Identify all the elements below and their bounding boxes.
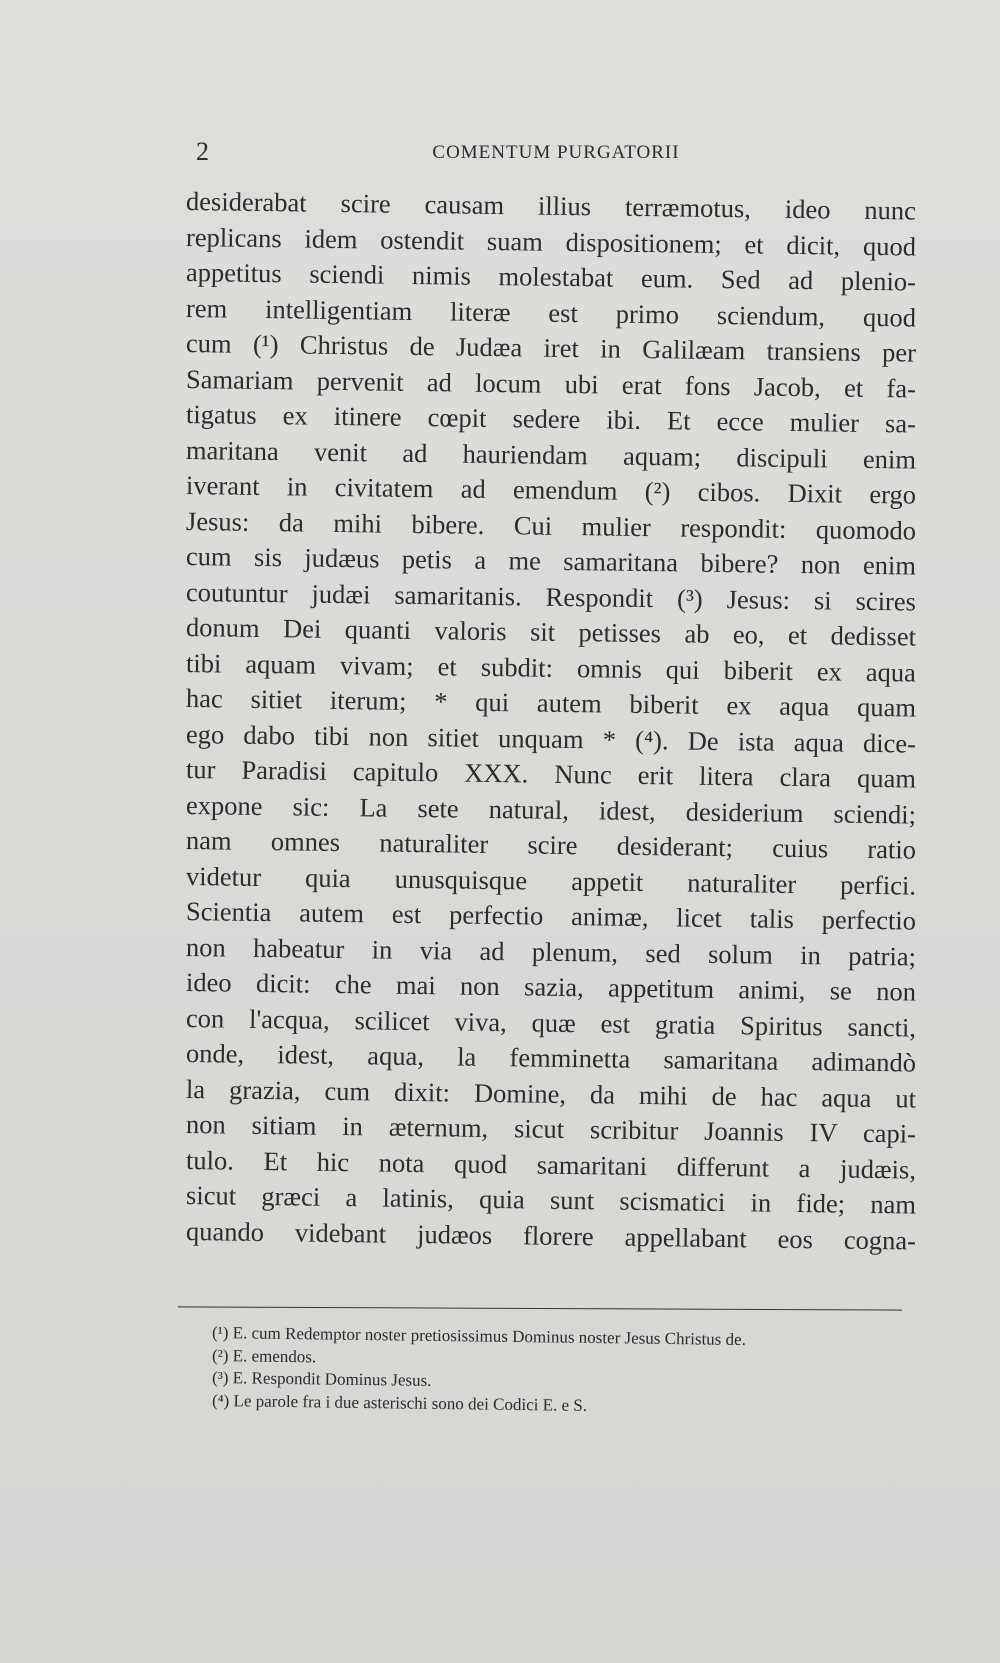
text-line: non habeatur in via ad plenum, sed solum in patria; (185, 931, 917, 972)
footnote-divider (178, 1306, 902, 1310)
body-text (185, 184, 917, 1256)
text-line: rem intelligentiam literæ est primo sciendum, quod (185, 292, 917, 333)
text-line: videtur quia unusquisque appetit naturaliter perfici. (185, 860, 917, 901)
text-line: ideo dicit: che mai non sazia, appetitum animi, se non (185, 967, 917, 1007)
footnotes (211, 1322, 912, 1415)
text-line: tibi aquam vivam; et subdit: omnis qui biberit ex aqua (185, 647, 917, 688)
text-line: ego dabo tibi non sitiet unquam * (⁴). De ista aqua dice- (185, 718, 917, 759)
footnote: (²) E. emendos. (211, 1345, 317, 1366)
text-line: cum sis judæus petis a me samaritana bibere? non enim (185, 541, 917, 581)
footnote: (⁴) Le parole fra i due asterischi sono dei Codici E. e S. (211, 1390, 588, 1415)
text-line: nam omnes naturaliter scire desiderant; cuius ratio (185, 825, 917, 865)
page-number: 2 (196, 137, 209, 166)
text-line: Jesus: da mihi bibere. Cui mulier respondit: quomodo (185, 505, 917, 546)
text-line: Samariam pervenit ad locum ubi erat fons Jacob, et fa- (185, 363, 917, 404)
text-line: tur Paradisi capitulo XXX. Nunc erit litera clara quam (185, 754, 917, 794)
running-title: COMENTUM PURGATORII (432, 142, 680, 163)
text-line: appetitus sciendi nimis molestabat eum. Sed ad plenio- (185, 257, 917, 297)
text-line: sicut græci a latinis, quia sunt scismatici in fide; nam (185, 1180, 917, 1220)
text-line: quando videbant judæos florere appellabant eos cogna- (185, 1215, 917, 1256)
footnote: (³) E. Respondit Dominus Jesus. (211, 1368, 432, 1390)
text-line: expone sic: La sete natural, idest, desiderium sciendi; (185, 789, 917, 830)
text-line: desiderabat scire causam illius terræmotus, ideo nunc (185, 186, 917, 226)
text-line: maritana venit ad hauriendam aquam; discipuli enim (185, 434, 917, 475)
text-line: Scientia autem est perfectio animæ, licet talis perfectio (185, 896, 917, 936)
text-line: la grazia, cum dixit: Domine, da mihi de hac aqua ut (185, 1073, 917, 1114)
text-line: tulo. Et hic nota quod samaritani differunt a judæis, (185, 1144, 917, 1185)
footnote: (¹) E. cum Redemptor noster pretiosissimus Dominus noster Jesus Christus de. (211, 1323, 747, 1349)
text-line: iverant in civitatem ad emendum (²) cibos. Dixit ergo (185, 470, 917, 510)
text-line: replicans idem ostendit suam dispositionem; et dicit, quod (185, 221, 917, 262)
text-line: con l'acqua, scilicet viva, quæ est gratia Spiritus sancti, (185, 1002, 917, 1043)
text-line: coutuntur judæi samaritanis. Respondit (³) Jesus: si scires (185, 576, 917, 617)
text-line: cum (¹) Christus de Judæa iret in Galilæam transiens per (185, 328, 917, 368)
text-line: non sitiam in æternum, sicut scribitur Joannis IV capi- (185, 1109, 917, 1149)
text-line: tigatus ex itinere cœpit sedere ibi. Et ecce mulier sa- (185, 399, 917, 439)
page-header (196, 136, 916, 168)
text-line: donum Dei quanti valoris sit petisses ab eo, et dedisset (185, 612, 917, 652)
text-line: hac sitiet iterum; * qui autem biberit ex aqua quam (185, 683, 917, 723)
text-line: onde, idest, aqua, la femminetta samaritana adimandò (185, 1038, 917, 1078)
